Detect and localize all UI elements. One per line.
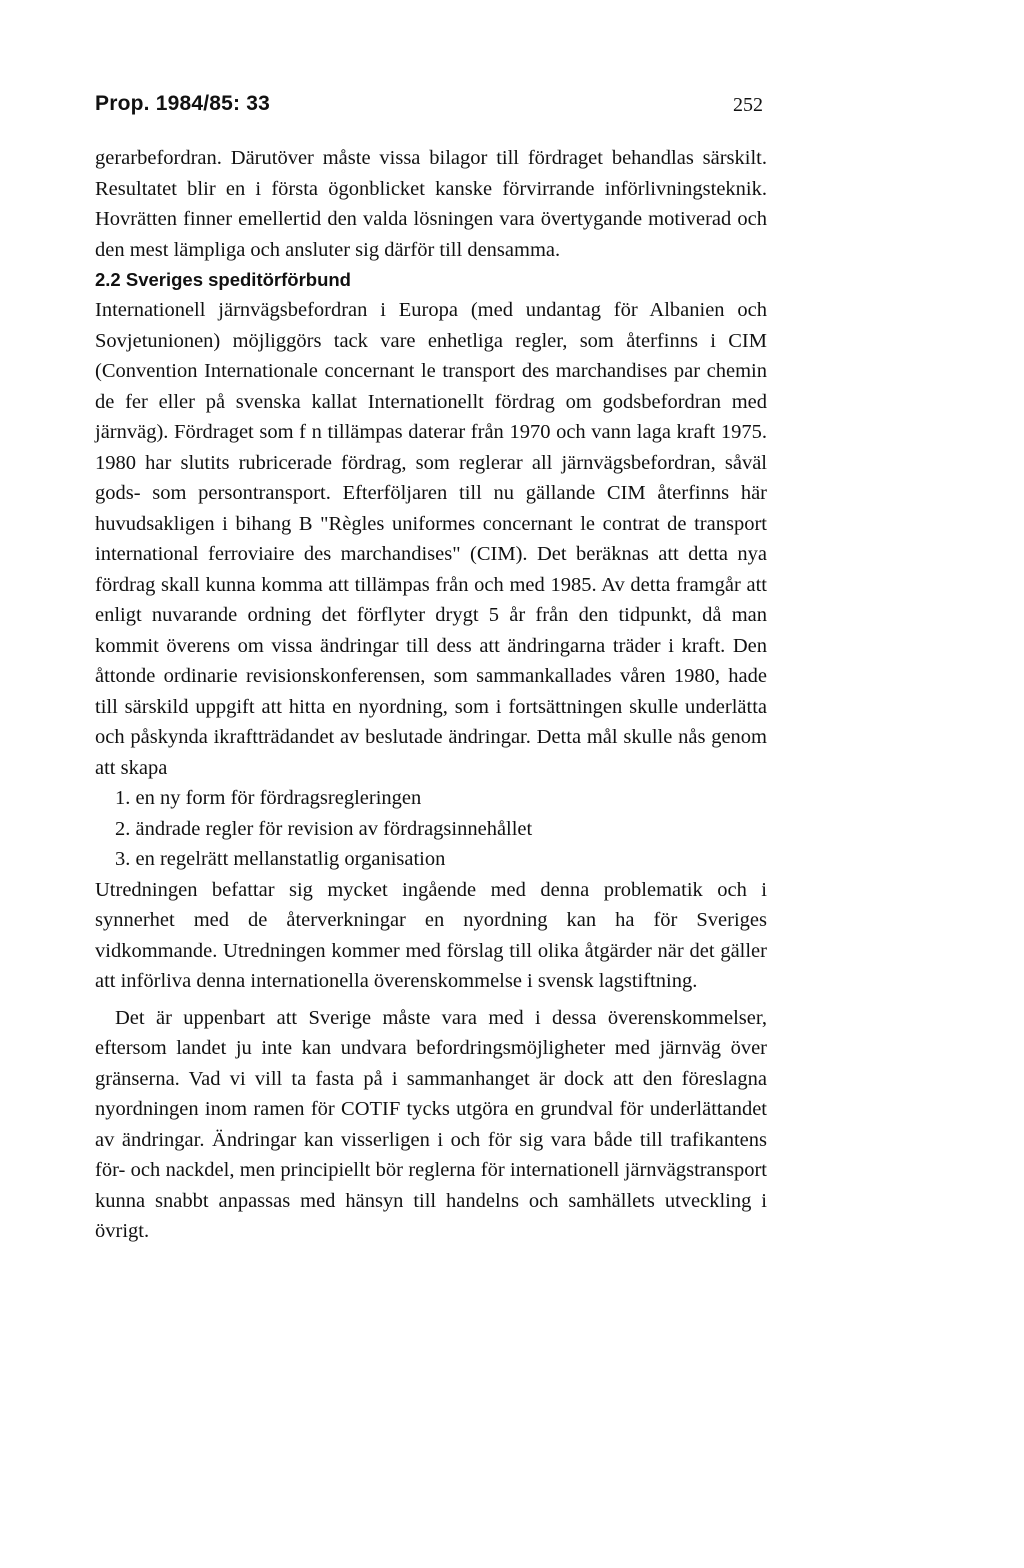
running-title: Prop. 1984/85: 33 <box>95 92 270 115</box>
list-item: 2. ändrade regler för revision av fördragsinnehållet <box>115 817 533 840</box>
document-body <box>95 143 767 1247</box>
page-header <box>95 92 767 122</box>
paragraph-intro: gerarbefordran. Därutöver måste vissa bilagor till fördraget behandlas särskilt. Resultatet blir en i första ögonblicket kanske förvirrande införlivningsteknik. Hovrätten finner emellertid den valda lösningen vara övertygande motiverad och den mest lämpliga och ansluter sig därför till densamma. <box>95 147 767 261</box>
paragraph-main: Internationell järnvägsbefordran i Europa (med undantag för Albanien och Sovjetunionen) möjliggörs tack vare enhetliga regler, som återfinns i CIM (Convention Internationale concernant le transport des marchandises par chemin de fer eller på svenska kallat Internationellt fördrag om godsbefordran med järnväg). Fördraget som f n tillämpas daterar från 1970 och vann laga kraft 1975. 1980 har slutits rubricerade fördrag, som reglerar all järnvägsbefordran, såväl gods- som persontransport. Efterföljaren till nu gällande CIM återfinns här huvudsakligen i bihang B "Règles uniformes concernant le contrat de transport international ferroviaire des marchandises" (CIM). Det beräknas att detta nya fördrag skall kunna komma att tillämpas från och med 1985. Av detta framgår att enligt nuvarande ordning det förflyter drygt 5 år från den tidpunkt, då man kommit överens om vissa ändringar till dess att ändringarna träder i kraft. Den åttonde ordinarie revisionskonferensen, som sammankallades våren 1980, hade till särskild uppgift att hitta en nyordning, som i fortsättningen skulle underlätta och påskynda ikraftträdandet av beslutade ändringar. Detta mål skulle nås genom att skapa <box>95 299 767 779</box>
page-number: 252 <box>733 94 763 116</box>
paragraph-utredningen: Utredningen befattar sig mycket ingående med denna problematik och i synnerhet med de återverkningar en nyordning kan ha för Sveriges vidkommande. Utredningen kommer med förslag till olika åtgärder när det gäller att införliva denna internationella överenskommelse i svensk lagstiftning. <box>95 878 767 992</box>
section-heading: 2.2 Sveriges speditörförbund <box>95 269 351 290</box>
paragraph-conclusion: Det är uppenbart att Sverige måste vara med i dessa överenskommelser, eftersom landet ju inte kan undvara befordringsmöjligheter med järnväg över gränserna. Vad vi vill ta fasta på i sammanhanget är dock att den föreslagna nyordningen inom ramen för COTIF tycks utgöra en grundval för underlättandet av ändringar. Ändringar kan visserligen i och för sig vara både till trafikantens för- och nackdel, men principiellt bör reglerna för internationell järnvägstransport kunna snabbt anpassas med hänsyn till handelns och samhällets utveckling i övrigt. <box>95 1006 767 1242</box>
numbered-list <box>95 783 767 875</box>
list-item: 3. en regelrätt mellanstatlig organisation <box>115 848 446 870</box>
list-item: 1. en ny form för fördragsregleringen <box>115 787 422 809</box>
